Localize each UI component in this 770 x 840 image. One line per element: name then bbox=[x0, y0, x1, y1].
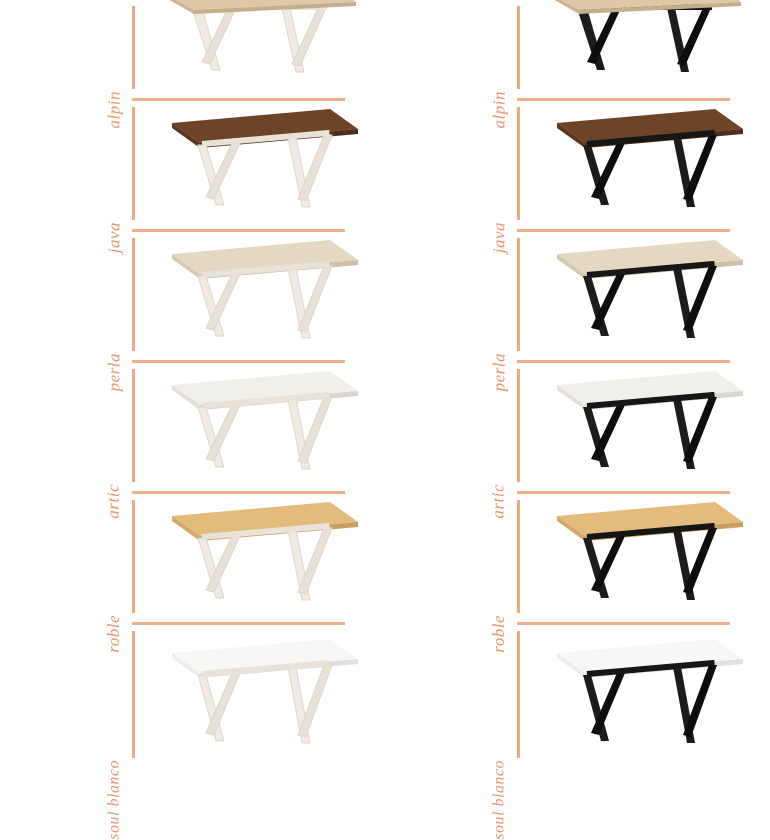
variant-row bbox=[385, 101, 770, 254]
label-wrap bbox=[0, 0, 132, 129]
table-illustration bbox=[132, 625, 385, 770]
label-wrap bbox=[385, 0, 517, 129]
table-top bbox=[557, 371, 743, 410]
finish-label: perla bbox=[104, 353, 123, 392]
label-wrap bbox=[385, 625, 517, 840]
table-svg bbox=[517, 494, 767, 625]
label-wrap bbox=[0, 232, 132, 392]
finish-label: soul blanco bbox=[491, 760, 508, 840]
finish-label: artic bbox=[489, 484, 508, 519]
label-wrap bbox=[385, 232, 517, 392]
finish-label: roble bbox=[489, 615, 508, 653]
table-legs bbox=[198, 523, 332, 600]
variant-row bbox=[385, 232, 770, 392]
finish-label: java bbox=[104, 222, 123, 254]
variant-row bbox=[385, 363, 770, 519]
finish-label: perla bbox=[489, 353, 508, 392]
table-top bbox=[557, 109, 743, 148]
table-illustration bbox=[132, 494, 385, 625]
label-wrap bbox=[0, 363, 132, 519]
table-illustration bbox=[132, 101, 385, 232]
table-top bbox=[172, 639, 358, 678]
table-svg bbox=[517, 625, 767, 770]
table-svg bbox=[132, 363, 382, 494]
finish-label: roble bbox=[104, 615, 123, 653]
table-top bbox=[172, 109, 358, 148]
table-top bbox=[551, 0, 741, 14]
table-svg bbox=[517, 101, 767, 232]
finish-label: artic bbox=[104, 484, 123, 519]
table-legs bbox=[583, 660, 717, 743]
table-top bbox=[172, 240, 358, 279]
table-illustration bbox=[517, 494, 770, 625]
table-svg bbox=[132, 232, 382, 363]
table-illustration bbox=[517, 0, 770, 101]
table-illustration bbox=[517, 625, 770, 770]
table-legs bbox=[583, 523, 717, 600]
variant-row bbox=[0, 101, 385, 254]
black-legs-rows bbox=[385, 0, 770, 840]
table-illustration bbox=[517, 101, 770, 232]
table-top bbox=[557, 639, 743, 678]
table-legs bbox=[577, 4, 712, 72]
table-top bbox=[557, 240, 743, 279]
table-legs bbox=[198, 130, 332, 207]
table-legs bbox=[198, 392, 332, 469]
table-svg bbox=[517, 0, 767, 101]
table-svg bbox=[132, 625, 382, 770]
table-svg bbox=[132, 0, 382, 101]
table-legs bbox=[198, 261, 332, 338]
variant-row bbox=[0, 494, 385, 653]
variant-row bbox=[385, 494, 770, 653]
table-svg bbox=[517, 363, 767, 494]
finish-label: alpin bbox=[489, 91, 508, 129]
table-legs bbox=[192, 4, 327, 72]
label-wrap bbox=[0, 625, 132, 840]
table-illustration bbox=[132, 232, 385, 363]
table-top bbox=[172, 371, 358, 410]
variant-row bbox=[385, 625, 770, 840]
table-legs bbox=[583, 261, 717, 338]
table-top bbox=[172, 502, 358, 541]
label-wrap bbox=[0, 494, 132, 653]
variant-row bbox=[0, 625, 385, 840]
label-wrap bbox=[0, 101, 132, 254]
finish-label: soul blanco bbox=[106, 760, 123, 840]
variant-row bbox=[385, 0, 770, 129]
table-illustration bbox=[132, 0, 385, 101]
table-svg bbox=[132, 494, 382, 625]
table-illustration bbox=[517, 232, 770, 363]
label-wrap bbox=[385, 363, 517, 519]
black-legs-column bbox=[385, 0, 770, 840]
table-svg bbox=[517, 232, 767, 363]
table-top bbox=[166, 0, 356, 14]
table-legs bbox=[583, 392, 717, 469]
table-legs bbox=[198, 660, 332, 743]
table-illustration bbox=[517, 363, 770, 494]
label-wrap bbox=[385, 494, 517, 653]
table-svg bbox=[132, 101, 382, 232]
table-illustration bbox=[132, 363, 385, 494]
finish-label: java bbox=[489, 222, 508, 254]
table-legs bbox=[583, 130, 717, 207]
variant-row bbox=[0, 0, 385, 129]
label-wrap bbox=[385, 101, 517, 254]
finish-label: alpin bbox=[104, 91, 123, 129]
variant-row bbox=[0, 363, 385, 519]
table-top bbox=[557, 502, 743, 541]
variant-row bbox=[0, 232, 385, 392]
